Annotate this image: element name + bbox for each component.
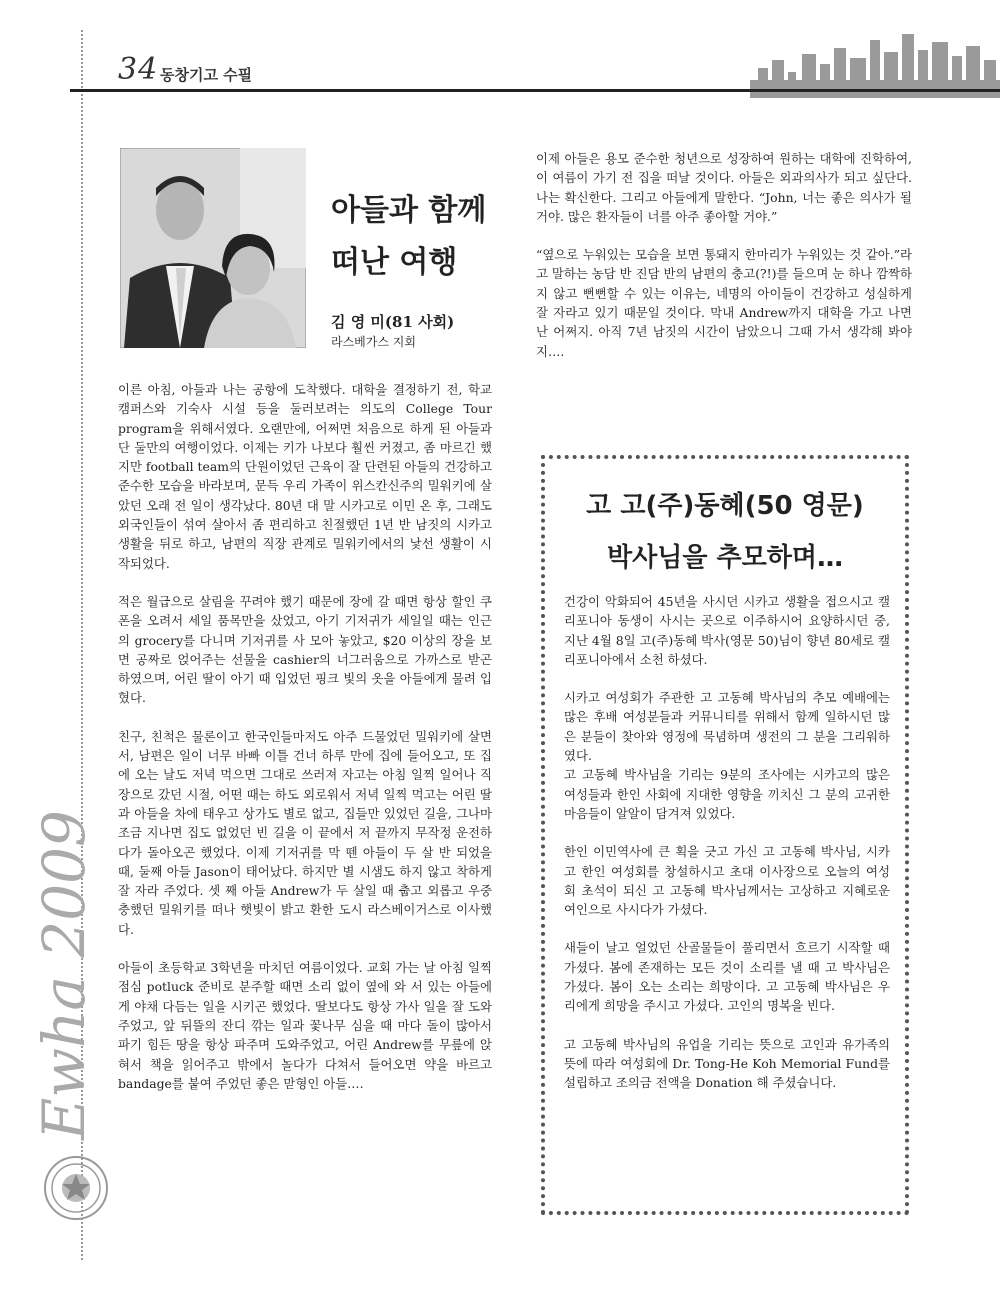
article-title-line-2: 떠난 여행: [331, 245, 458, 280]
article-paragraph: 적은 월급으로 살림을 꾸려야 했기 때문에 장에 갈 때면 항상 할인 쿠폰을 오려서 세일 품목만을 샀었고, 아기 기저귀가 세일일 때는 인근의 grocery를 다니며 기저귀를 사 모아 놓았고, $20 이상의 장을 보면 공짜로 얹어주는 선물을 cashier의 너그러움으로 가까스로 받곤 하였으며, 어린 딸이 아기 때 입었던 핑크 빛의 옷을 아들에게 물려 입혔다.: [118, 593, 492, 706]
author-chapter: 라스베가스 지회: [331, 335, 416, 349]
mother-and-son-photo: [120, 148, 306, 348]
memorial-body: [564, 592, 890, 1112]
city-skyline-icon: [750, 30, 1000, 98]
memorial-paragraph: 고 고동혜 박사님의 유업을 기리는 뜻으로 고인과 유가족의 뜻에 따라 여성회에 Dr. Tong-He Koh Memorial Fund를 설립하고 조의금 전액을 Donation 해 주셨습니다.: [564, 1036, 890, 1091]
page-header: [118, 52, 1000, 92]
ewha-emblem-icon: [43, 1155, 109, 1221]
header-rule: [70, 89, 1000, 92]
article-author: 김 영 미(81 사회): [331, 313, 455, 331]
article-title: [331, 185, 486, 289]
memorial-paragraph: 한인 이민역사에 큰 획을 긋고 가신 고 고동혜 박사님, 시카고 한인 여성회를 창설하시고 초대 이사장으로 오늘의 여성회 초석이 되신 고 고동혜 박사님께서는 고상하고 지혜로운 여인으로 사시다가 가셨다.: [564, 844, 890, 918]
memorial-paragraph: 새들이 날고 얼었던 산골물들이 풀리면서 흐르기 시작할 때 가셨다. 봄에 존재하는 모든 것이 소리를 낼 때 고 박사님은 가셨다. 봄이 오는 소리는 희망이다. 고 고동혜 박사님은 우리에게 희망을 주시고 가셨다. 고인의 명복을 빈다.: [564, 940, 890, 1014]
article-paragraph: 친구, 친척은 물론이고 한국인들마저도 아주 드물었던 밀워키에 살면서, 남편은 일이 너무 바빠 이틀 건너 하루 만에 집에 들어오고, 또 집에 오는 날도 저녁 먹으면 그대로 쓰러져 자고는 아침 일찍 일어나 직장으로 갔던 시절, 어떤 때는 하도 외로워서 저녁 일찍 먹고는 어린 딸과 아들을 차에 태우고 상가도 별로 없고, 집들만 있었던 길을, 그나마 조금 지나면 집도 없었던 빈 길을 이 끝에서 저 끝까지 무작정 운전하다가 돌아오곤 했었다. 이제 기저귀를 막 뗀 아들이 두 살 반 되었을 때, 둘째 아들 Jason이 태어났다. 하지만 별 시샘도 하지 않고 착하게 잘 자라 주었다. 셋 째 아들 Andrew가 두 살일 때 춥고 외롭고 우중충했던 밀워키를 떠나 햇빛이 밝고 환한 도시 라스베이거스로 이사했다.: [118, 728, 492, 937]
ewha-2009-watermark: [24, 810, 154, 1140]
memorial-paragraph: 건강이 악화되어 45년을 사시던 시카고 생활을 접으시고 캘리포니아 동생이 사시는 곳으로 이주하시어 요양하시던 중, 지난 4월 8일 고(주)동혜 박사(영문 50)님이 향년 80세로 캘리포니아에서 소천 하셨다.: [564, 594, 890, 667]
watermark-text: Ewha 2009: [30, 810, 98, 1140]
memorial-paragraph: 시카고 여성회가 주관한 고 고동혜 박사님의 추모 예배에는 많은 후배 여성분들과 커뮤니티를 위해서 함께 일하시던 많은 분들이 찾아와 영정에 묵념하며 생전의 그 분을 그리워하였다.: [564, 690, 890, 764]
article-paragraph: 아들이 초등학교 3학년을 마치던 여름이었다. 교회 가는 날 아침 일찍 점심 potluck 준비로 분주할 때면 소리 없이 옆에 와 서 있는 아들에게 야채 다듬는 일을 시키곤 했었다. 딸보다도 항상 가사 일을 잘 도와주었고, 앞 뒤뜰의 잔디 깎는 일과 꽃나무 심을 때 마다 돌이 많아서 파기 힘든 땅을 항상 파주며 도와주었고, 어린 Andrew를 무릎에 앉혀서 책을 읽어주고 밖에서 놀다가 다쳐서 들어오면 약을 바르고 bandage를 붙여 주었던 좋은 맏형인 아들….: [118, 960, 492, 1091]
article-paragraph: “옆으로 누워있는 모습을 보면 통돼지 한마리가 누워있는 것 같아.”라고 말하는 농담 반 진담 반의 남편의 충고(?!)를 들으며 눈 하나 깜짝하지 않고 뻔뻔할 수 있는 이유는, 네명의 아이들이 건강하고 성실하게 잘 자라고 있기 때문일 것이다. 막내 Andrew까지 대학을 가고 나면 난 어쩌지. 아직 7년 남짓의 시간이 남았으니 그때 가서 생각해 봐야지….: [536, 247, 912, 359]
article-body-left-column: [118, 380, 492, 1112]
article-body-right-column: [536, 149, 912, 380]
article-title-line-1: 아들과 함께: [331, 193, 487, 228]
memorial-paragraph: 고 고동혜 박사님을 기리는 9분의 조사에는 시카고의 많은 여성들과 한인 사회에 지대한 영향을 끼치신 그 분의 고귀한 마음들이 알알이 담겨져 있었다.: [564, 767, 890, 821]
article-paragraph: 이른 아침, 아들과 나는 공항에 도착했다. 대학을 결정하기 전, 학교 캠퍼스와 기숙사 시설 등을 둘러보려는 의도의 College Tour program을 위해서였다. 오랜만에, 어쩌면 처음으로 하게 된 아들과 단 둘만의 여행이었다. 이제는 키가 나보다 훨씬 커졌고, 좀 마르긴 했지만 football team의 단원이었던 근육이 잘 단련된 아들의 건강하고 준수한 모습을 바라보며, 문득 우리 가족이 위스칸신주의 밀워키에 살았던 오래 전 일이 생각났다. 80년 대 말 시카고로 이민 온 후, 그래도 외국인들이 섞여 살아서 좀 편리하고 친절했던 1년 반 남짓의 시카고 생활을 뒤로 하고, 남편의 직장 관계로 밀워키에서의 낯선 생활이 시작되었다.: [118, 382, 493, 571]
memorial-box: [541, 455, 909, 1215]
memorial-title-line-1: 고 고(주)동혜(50 영문): [586, 491, 864, 521]
section-title: 동창기고 수필: [160, 66, 253, 84]
memorial-title: [545, 480, 905, 584]
memorial-title-line-2: 박사님을 추모하며…: [607, 543, 843, 573]
article-paragraph: 이제 아들은 용모 준수한 청년으로 성장하여 원하는 대학에 진학하여, 이 여름이 가기 전 집을 떠날 것이다. 아들은 외과의사가 되고 싶단다. 나는 확신한다. 그리고 아들에게 말한다. “John, 너는 좋은 의사가 될 거야. 많은 환자들이 너를 아주 좋아할 거야.”: [536, 151, 912, 224]
page-number: 34: [118, 52, 159, 87]
